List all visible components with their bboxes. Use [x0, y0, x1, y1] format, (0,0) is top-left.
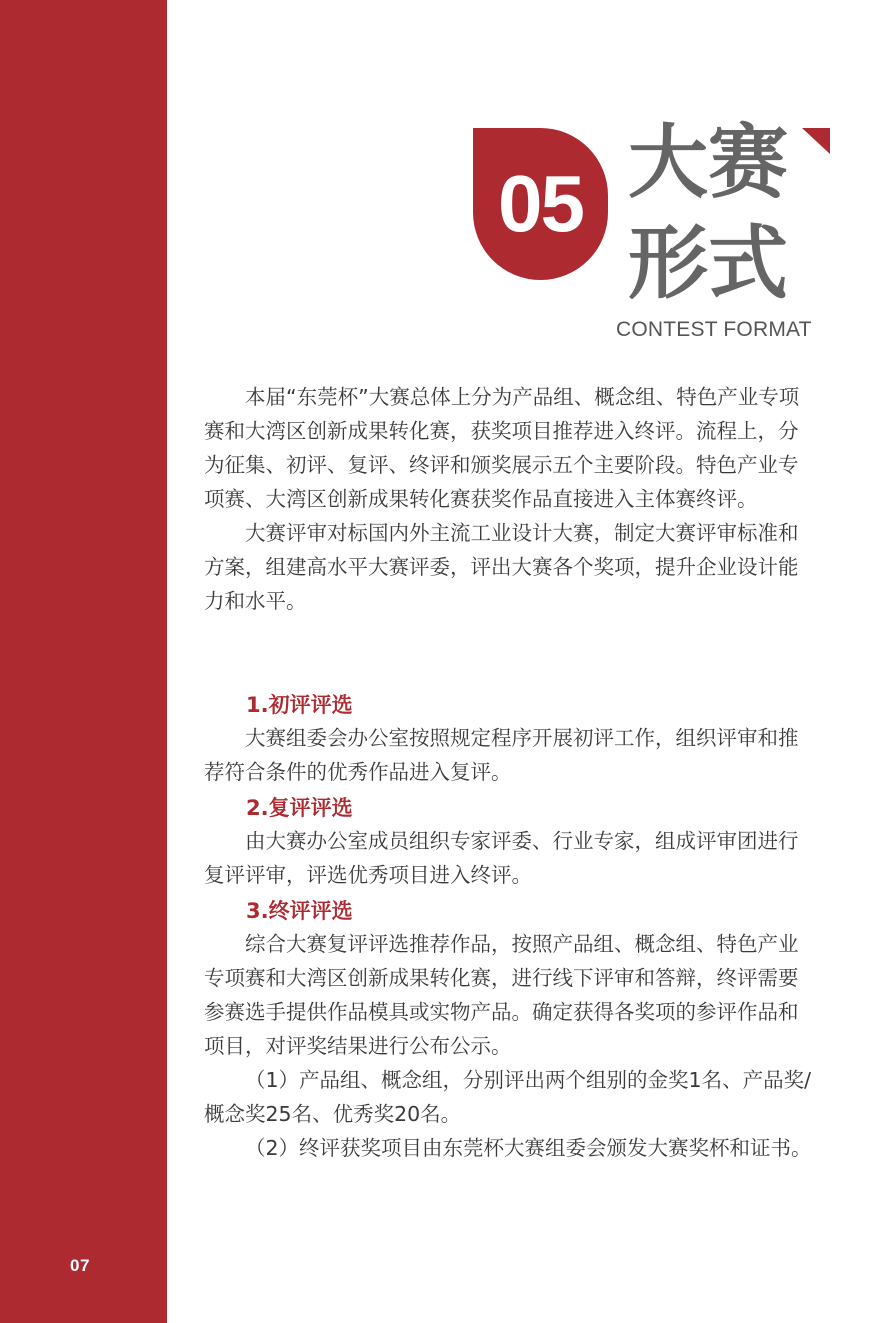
section-subtitle: CONTEST FORMAT — [616, 318, 812, 341]
stage-paragraph: 综合大赛复评评选推荐作品，按照产品组、概念组、特色产业专项赛和大湾区创新成果转化赛，进行线下评审和答辩，终评需要参赛选手提供作品模具或实物产品。确定获得各奖项的参评作品和项目，对评奖结果进行公布公示。 — [204, 932, 799, 1058]
page-number: 07 — [70, 1256, 90, 1275]
award-paragraph: （2）终评获奖项目由东莞杯大赛组委会颁发大赛奖杯和证书。 — [245, 1136, 812, 1160]
stage-paragraph: 由大赛办公室成员组织专家评委、行业专家，组成评审团进行复评评审，评选优秀项目进入终评。 — [204, 829, 799, 887]
red-sidebar — [0, 0, 167, 1323]
body-content — [204, 380, 814, 1165]
stage-heading: 1.初评评选 — [246, 693, 353, 717]
intro-paragraph: 本届“东莞杯”大赛总体上分为产品组、概念组、特色产业专项赛和大湾区创新成果转化赛，获奖项目推荐进入终评。流程上，分为征集、初评、复评、终评和颁奖展示五个主要阶段。特色产业专项赛、大湾区创新成果转化赛获奖作品直接进入主体赛终评。 — [204, 385, 800, 511]
section-title-line-2: 形式 — [628, 217, 788, 310]
section-spacer — [204, 618, 814, 686]
stage-paragraph: 大赛组委会办公室按照规定程序开展初评工作，组织评审和推荐符合条件的优秀作品进入复评。 — [204, 726, 799, 784]
section-number-badge: 05 — [473, 128, 608, 280]
corner-triangle-icon — [802, 128, 830, 154]
stage-heading: 3.终评评选 — [246, 899, 353, 923]
intro-paragraph: 大赛评审对标国内外主流工业设计大赛，制定大赛评审标准和方案，组建高水平大赛评委，评出大赛各个奖项，提升企业设计能力和水平。 — [204, 521, 799, 613]
award-paragraph: （1）产品组、概念组，分别评出两个组别的金奖1名、产品奖/概念奖25名、优秀奖20名。 — [204, 1068, 811, 1126]
section-title-line-1: 大赛 — [628, 116, 788, 209]
stage-heading: 2.复评评选 — [246, 796, 353, 820]
